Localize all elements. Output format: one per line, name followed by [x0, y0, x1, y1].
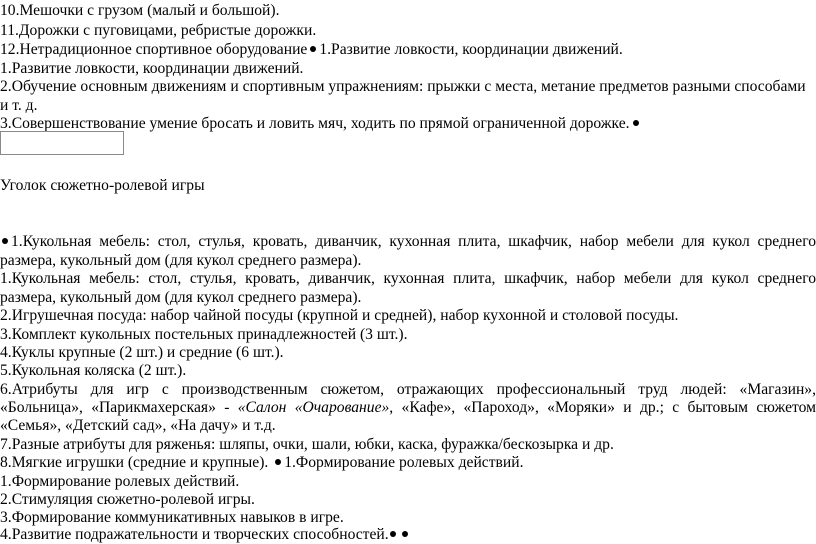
text-line: и т. д. [0, 97, 38, 114]
list-item: 3.Комплект кукольных постельных принадлежностей (3 шт.). [0, 326, 408, 343]
text-line: размера, кукольный дом (для кукол среднего размера). [0, 252, 362, 269]
text-line: 2.Обучение основным движениям и спортивным упражнениям: прыжки с места, метание предметов разными способами [0, 78, 806, 95]
list-item: 1.Кукольная мебель: стол, стулья, кровать, диванчик, кухонная плита, шкафчик, набор мебели для кукол среднего [0, 270, 816, 287]
list-item: 5.Кукольная коляска (2 шт.). [0, 362, 187, 379]
goal-item: 3.Формирование коммуникативных навыков в игре. [0, 509, 344, 526]
text-line [0, 398, 816, 417]
text-line: «Семья», «Детский сад», «На дачу» и т.д. [0, 417, 276, 434]
bullet-icon [390, 531, 396, 537]
bullet-icon [633, 120, 639, 126]
text-segment: 8.Мягкие игрушки (средние и крупные). [0, 454, 269, 471]
goal-item [0, 525, 411, 544]
text-line: 10.Мешочки с грузом (малый и большой). [0, 2, 280, 19]
list-item: 2.Игрушечная посуда: набор чайной посуды (крупной и средней), набор кухонной и столовой посуды. [0, 307, 679, 324]
bullet-icon [402, 531, 408, 537]
text-segment: 1.Развитие ловкости, координации движений. [319, 41, 623, 58]
list-item: 4.Куклы крупные (2 шт.) и средние (6 шт.). [0, 344, 284, 361]
text-line: размера, кукольный дом (для кукол среднего размера). [0, 289, 362, 306]
goal-item: 2.Стимуляция сюжетно-ролевой игры. [0, 491, 255, 508]
bullet-icon [310, 46, 316, 52]
list-item: 7.Разные атрибуты для ряженья: шляпы, очки, шали, юбки, каска, фуражка/бескозырка и др. [0, 436, 614, 453]
text-line: 11.Дорожки с пуговицами, ребристые дорожки. [0, 22, 317, 39]
list-item: 6.Атрибуты для игр с производственным сюжетом, отражающих профессиональный труд людей: «Магазин», [0, 381, 816, 398]
bullet-icon [2, 238, 8, 244]
text-segment: «Больница», «Парикмахерская» - [0, 399, 238, 416]
list-item [0, 232, 816, 251]
text-line [0, 40, 623, 59]
goal-item: 1.Формирование ролевых действий. [0, 473, 240, 490]
text-segment: 1.Кукольная мебель: стол, стулья, кровать, диванчик, кухонная плита, шкафчик, набор мебели для кукол среднего [11, 233, 816, 250]
section-title: Уголок сюжетно-ролевой игры [0, 177, 205, 194]
text-line: 1.Развитие ловкости, координации движений. [0, 60, 304, 77]
text-segment: 4.Развитие подражательности и творческих способностей. [0, 526, 389, 543]
empty-box [0, 131, 124, 155]
list-item [0, 453, 524, 472]
text-segment: 3.Совершенствование умение бросать и ловить мяч, ходить по прямой ограниченной дорожке. [0, 115, 630, 132]
italic-text: «Салон «Очарование» [237, 399, 390, 416]
text-segment: 1.Формирование ролевых действий. [284, 454, 524, 471]
bullet-icon [275, 459, 281, 465]
text-segment: , «Кафе», «Пароход», «Моряки» и др.; с бытовым сюжетом [389, 399, 816, 416]
text-segment: 12.Нетрадиционное спортивное оборудование [0, 41, 308, 58]
